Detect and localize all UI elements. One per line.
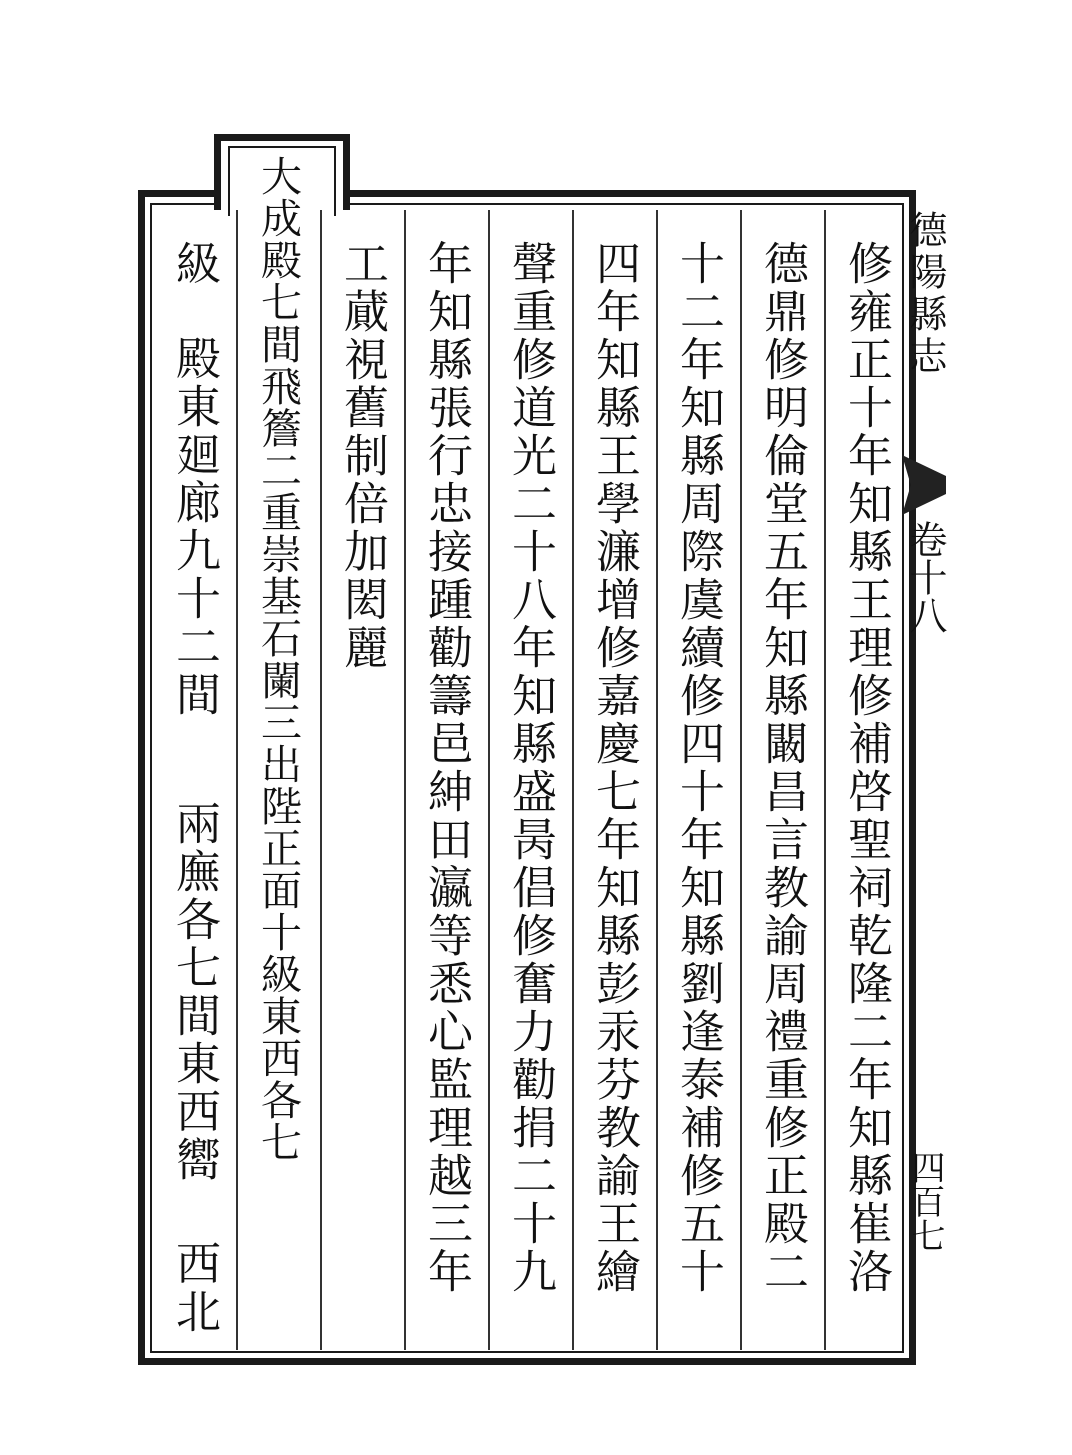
column-rule <box>656 210 658 1350</box>
text-column: 工蕆視舊制倍加閎麗 <box>336 240 389 672</box>
column-rule <box>824 210 826 1350</box>
text-column: 四年知縣王學濂增修嘉慶七年知縣彭汞芬教諭王繪 <box>588 240 641 1296</box>
text-phrase: 殿東廻廊九十二間 <box>168 335 221 719</box>
volume-number: 卷十八 <box>903 520 947 634</box>
column-rule <box>236 210 238 1350</box>
text-column: 德鼎修明倫堂五年知縣闞昌言教諭周禮重修正殿二 <box>756 240 809 1296</box>
page-number: 四百七 <box>905 1150 945 1252</box>
text-column-end: 級 <box>168 240 221 288</box>
text-column: 修雍正十年知縣王理修補啓聖祠乾隆二年知縣崔洛 <box>840 240 893 1296</box>
text-phrase: 西北 <box>168 1240 221 1336</box>
text-phrase: 兩廡各七間東西嚮 <box>168 800 221 1184</box>
text-column: 聲重修道光二十八年知縣盛昺倡修奮力勸捐二十九 <box>504 240 557 1296</box>
text-column: 十二年知縣周際虞續修四十年知縣劉逢泰補修五十 <box>672 240 725 1296</box>
book-title: 德陽縣志 <box>903 210 947 378</box>
column-rule <box>320 210 322 1350</box>
column-rule <box>572 210 574 1350</box>
text-column: 年知縣張行忠接踵勸籌邑紳田瀛等悉心監理越三年 <box>420 240 473 1296</box>
column-rule <box>740 210 742 1350</box>
column-rule <box>404 210 406 1350</box>
text-column-raised: 大成殿七間飛簷二重崇基石闌三出陛正面十級東西各七 <box>254 155 302 1163</box>
column-rule <box>488 210 490 1350</box>
